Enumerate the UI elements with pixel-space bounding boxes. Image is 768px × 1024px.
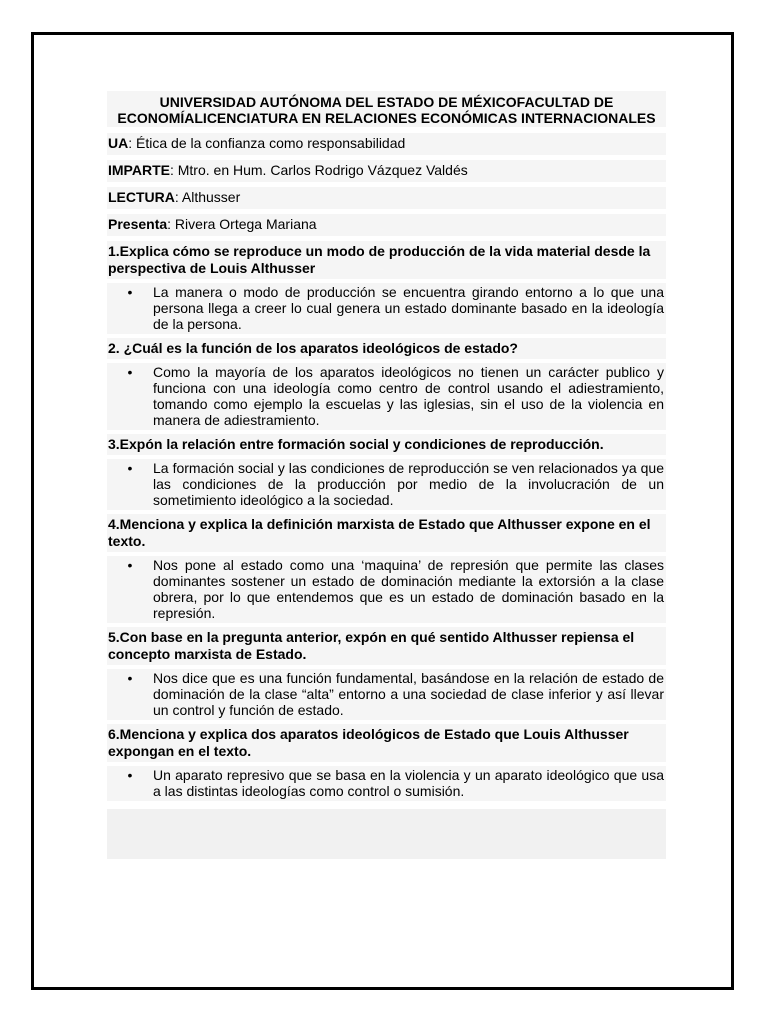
answer-1 — [107, 283, 666, 334]
blank-area — [107, 809, 666, 859]
document-content — [107, 91, 666, 859]
meta-ua-label: UA — [108, 135, 129, 151]
answer-5 — [107, 669, 666, 720]
meta-ua — [107, 133, 666, 155]
bullet-icon: • — [127, 670, 133, 686]
meta-lectura-label: LECTURA — [108, 189, 175, 205]
bullet-icon: • — [127, 767, 133, 783]
answer-2 — [107, 363, 666, 430]
answer-3 — [107, 459, 666, 510]
document-title: UNIVERSIDAD AUTÓNOMA DEL ESTADO DE MÉXICOFACULTAD DE ECONOMÍALICENCIATURA EN RELACIONES ECONÓMICAS INTERNACIONALES — [107, 91, 666, 127]
bullet-icon: • — [127, 460, 133, 476]
answer-1-text: La manera o modo de producción se encuentra girando entorno a lo que una persona llega a creer lo cual genera un estado dominante basado en la ideología de la persona. — [153, 284, 664, 332]
bullet-icon: • — [127, 284, 133, 300]
question-4: 4.Menciona y explica la definición marxista de Estado que Althusser expone en el texto. — [107, 514, 666, 552]
meta-imparte-label: IMPARTE — [108, 162, 170, 178]
meta-imparte — [107, 160, 666, 182]
answer-6 — [107, 766, 666, 801]
question-5: 5.Con base en la pregunta anterior, expón en qué sentido Althusser repiensa el concepto marxista de Estado. — [107, 627, 666, 665]
answer-5-text: Nos dice que es una función fundamental, basándose en la relación de estado de dominación de la clase “alta” entorno a una sociedad de clase inferior y así llevar un control y función de estado. — [153, 670, 664, 718]
meta-lectura — [107, 187, 666, 209]
bullet-icon: • — [127, 557, 133, 573]
question-2: 2. ¿Cuál es la función de los aparatos ideológicos de estado? — [107, 338, 666, 359]
meta-ua-value: : Ética de la confianza como responsabilidad — [128, 135, 406, 151]
answer-4-text: Nos pone al estado como una ‘maquina’ de represión que permite las clases dominantes sostener un estado de dominación mediante la extorsión a la clase obrera, por lo que entendemos que es un estado de dominación basado en la represión. — [153, 557, 664, 621]
meta-presenta-value: : Rivera Ortega Mariana — [167, 216, 317, 232]
question-3: 3.Expón la relación entre formación social y condiciones de reproducción. — [107, 434, 666, 455]
question-6: 6.Menciona y explica dos aparatos ideológicos de Estado que Louis Althusser expongan en el texto. — [107, 724, 666, 762]
answer-3-text: La formación social y las condiciones de reproducción se ven relacionados ya que las condiciones de la producción por medio de la involucración de un sometimiento ideológico a la sociedad. — [153, 460, 664, 508]
answer-2-text: Como la mayoría de los aparatos ideológicos no tienen un carácter publico y funciona con una ideología como centro de control usando el adiestramiento, tomando como ejemplo la escuelas y las iglesias, sin el uso de la violencia en manera de adiestramiento. — [153, 364, 664, 428]
meta-presenta-label: Presenta — [108, 216, 168, 232]
meta-lectura-value: : Althusser — [174, 189, 241, 205]
bullet-icon: • — [127, 364, 133, 380]
answer-6-text: Un aparato represivo que se basa en la violencia y un aparato ideológico que usa a las distintas ideologías como control o sumisión. — [153, 767, 664, 799]
meta-imparte-value: : Mtro. en Hum. Carlos Rodrigo Vázquez Valdés — [169, 162, 468, 178]
meta-presenta — [107, 214, 666, 236]
document-page — [31, 32, 734, 990]
answer-4 — [107, 556, 666, 623]
question-1: 1.Explica cómo se reproduce un modo de producción de la vida material desde la perspectiva de Louis Althusser — [107, 241, 666, 279]
